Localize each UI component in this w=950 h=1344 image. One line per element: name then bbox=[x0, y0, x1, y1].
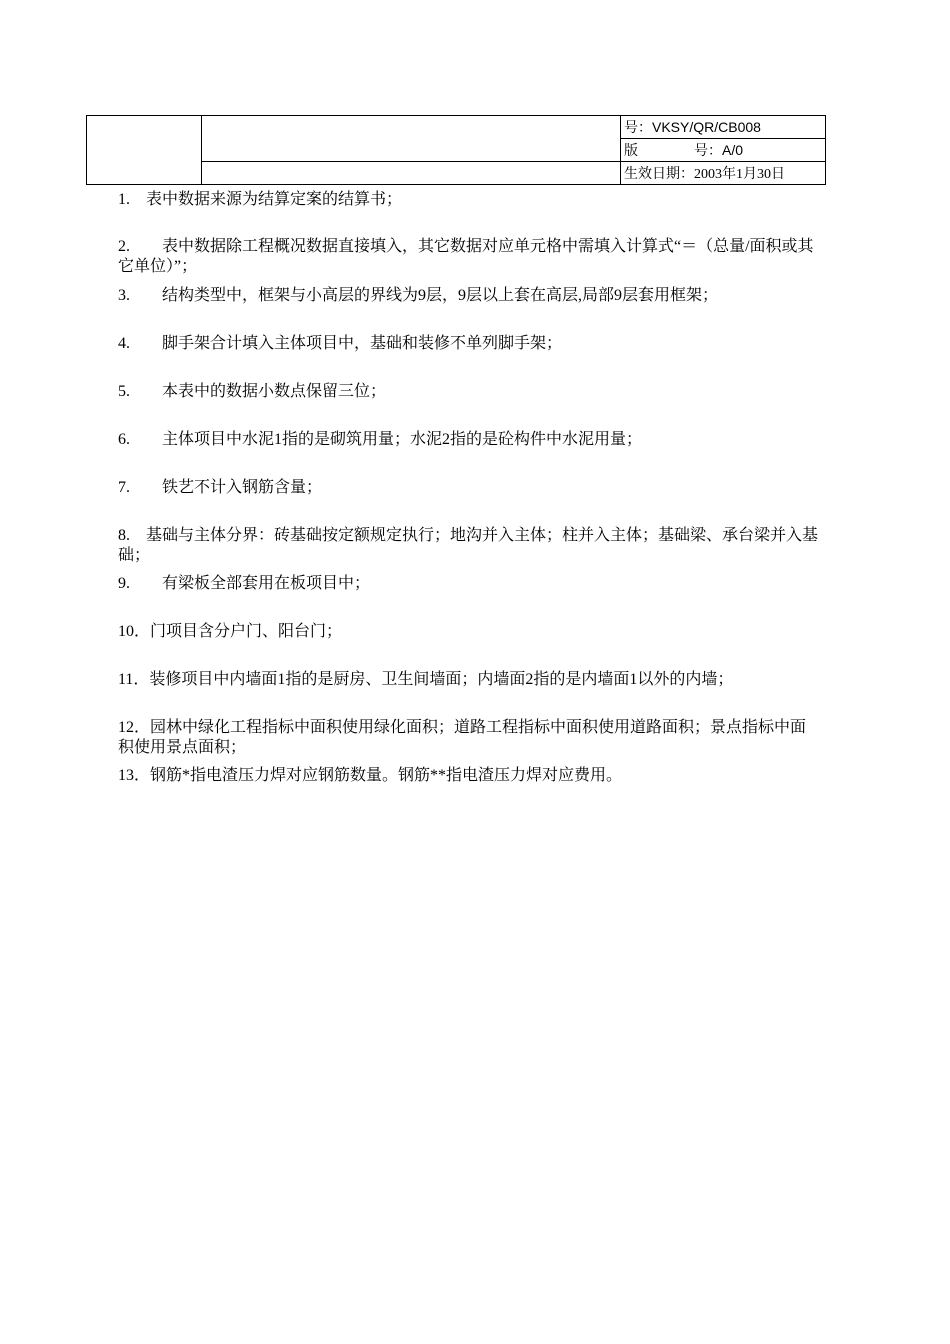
note-12: 12．园林中绿化工程指标中面积使用绿化面积；道路工程指标中面积使用道路面积；景点指标中面积使用景点面积； bbox=[118, 719, 807, 756]
version-value: 号：A/0 bbox=[694, 142, 744, 158]
note-1: 1. 表中数据来源为结算定案的结算书； bbox=[118, 191, 403, 208]
version-label: 版 bbox=[624, 142, 638, 158]
note-4: 4. 脚手架合计填入主体项目中，基础和装修不单列脚手架； bbox=[118, 335, 563, 352]
header-table bbox=[86, 115, 826, 185]
note-9: 9. 有梁板全部套用在板项目中； bbox=[118, 575, 371, 592]
note-10: 10．门项目含分户门、阳台门； bbox=[118, 623, 343, 640]
note-2: 2. 表中数据除工程概况数据直接填入，其它数据对应单元格中需填入计算式“＝（总量/面积或其它单位）”； bbox=[118, 238, 814, 275]
blank-cell bbox=[202, 162, 621, 185]
note-3: 3. 结构类型中，框架与小高层的界线为9层，9层以上套在高层,局部9层套用框架； bbox=[118, 287, 719, 304]
effective-date: 生效日期：2003年1月30日 bbox=[621, 162, 826, 185]
note-8: 8. 基础与主体分界：砖基础按定额规定执行；地沟并入主体；柱并入主体；基础梁、承台梁并入基础； bbox=[118, 527, 819, 564]
note-11: 11．装修项目中内墙面1指的是厨房、卫生间墙面；内墙面2指的是内墙面1以外的内墙； bbox=[118, 671, 734, 688]
note-5: 5. 本表中的数据小数点保留三位； bbox=[118, 383, 387, 400]
logo-cell bbox=[87, 116, 202, 185]
note-7: 7. 铁艺不计入钢筋含量； bbox=[118, 479, 323, 496]
note-6: 6. 主体项目中水泥1指的是砌筑用量；水泥2指的是砼构件中水泥用量； bbox=[118, 431, 643, 448]
doc-number: 号：VKSY/QR/CB008 bbox=[621, 116, 826, 139]
note-13: 13．钢筋*指电渣压力焊对应钢筋数量。钢筋**指电渣压力焊对应费用。 bbox=[118, 767, 623, 784]
version-cell bbox=[621, 139, 826, 162]
title-cell bbox=[202, 116, 621, 162]
